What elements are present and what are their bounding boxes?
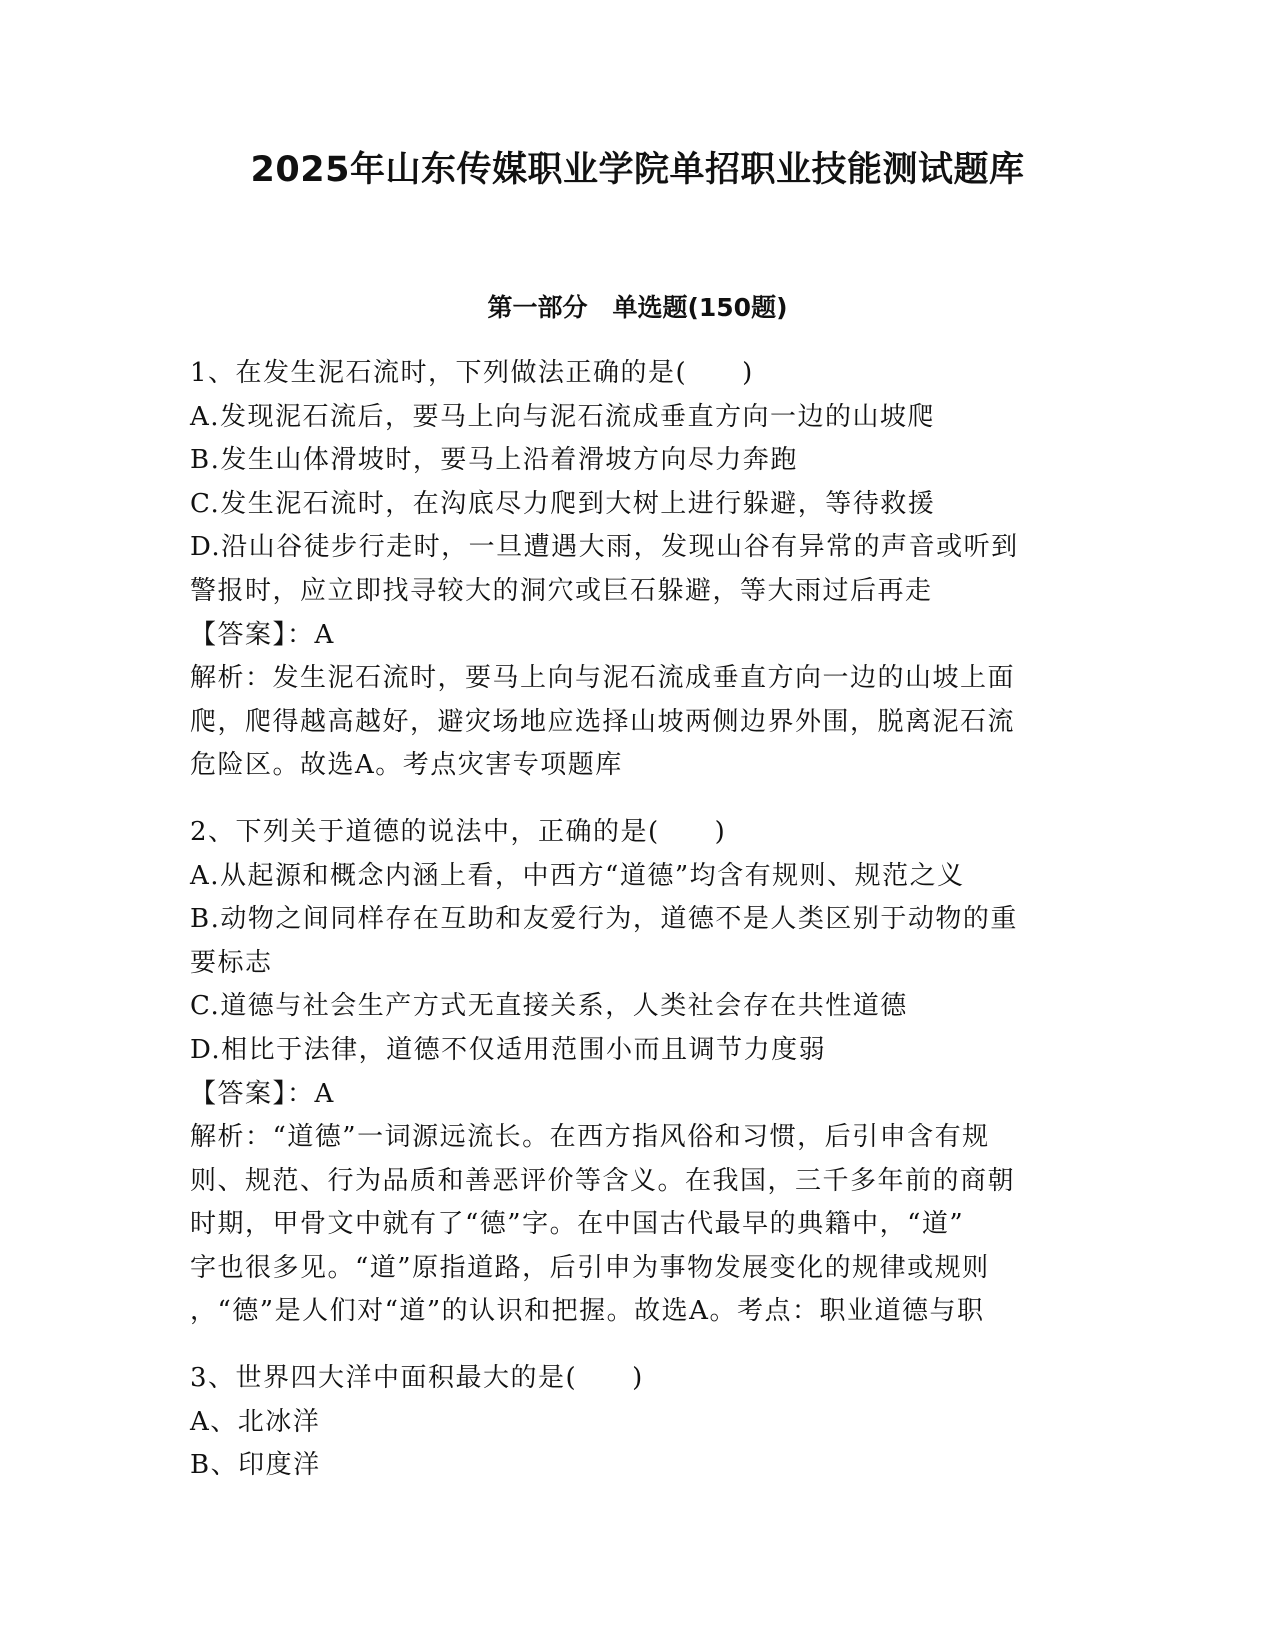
- question-list: [190, 352, 1090, 1488]
- option-a: A.发现泥石流后，要马上向与泥石流成垂直方向一边的山坡爬: [190, 401, 936, 432]
- option-a: A、北冰洋: [190, 1406, 321, 1437]
- option-b-continued: 要标志: [190, 947, 273, 978]
- question-stem: 2、下列关于道德的说法中，正确的是( ): [190, 816, 727, 847]
- analysis-line: 危险区。故选A。考点灾害专项题库: [190, 750, 623, 781]
- analysis-line: 则、规范、行为品质和善恶评价等含义。在我国，三千多年前的商朝: [190, 1165, 1016, 1196]
- option-b: B、印度洋: [190, 1450, 321, 1481]
- option-d: D.相比于法律，道德不仅适用范围小而且调节力度弱: [190, 1034, 827, 1065]
- option-d-continued: 警报时，应立即找寻较大的洞穴或巨石躲避，等大雨过后再走: [190, 575, 933, 606]
- analysis-line: 字也很多见。“道”原指道路，后引申为事物发展变化的规律或规则: [190, 1252, 990, 1283]
- question-block: [190, 352, 1090, 788]
- analysis-line: 爬，爬得越高越好，避灾场地应选择山坡两侧边界外围，脱离泥石流: [190, 706, 1016, 737]
- question-stem: 1、在发生泥石流时，下列做法正确的是( ): [190, 358, 754, 388]
- analysis-line: 解析：“道德”一词源远流长。在西方指风俗和习惯，后引申含有规: [190, 1122, 990, 1153]
- analysis-line: ，“德”是人们对“道”的认识和把握。故选A。考点：职业道德与职: [190, 1296, 985, 1327]
- option-a: A.从起源和概念内涵上看，中西方“道德”均含有规则、规范之义: [190, 860, 965, 891]
- question-block: [190, 811, 1090, 1334]
- option-b: B.发生山体滑坡时，要马上沿着滑坡方向尽力奔跑: [190, 445, 798, 476]
- document-title: 2025年山东传媒职业学院单招职业技能测试题库: [250, 150, 1025, 190]
- question-stem: 3、世界四大洋中面积最大的是( ): [190, 1363, 644, 1394]
- section-title: 第一部分 单选题(150题): [487, 293, 788, 322]
- option-c: C.发生泥石流时，在沟底尽力爬到大树上进行躲避，等待救援: [190, 488, 936, 519]
- option-d: D.沿山谷徒步行走时，一旦遭遇大雨，发现山谷有异常的声音或听到: [190, 532, 1019, 563]
- question-block: [190, 1357, 1090, 1488]
- option-b: B.动物之间同样存在互助和友爱行为，道德不是人类区别于动物的重: [190, 904, 1018, 935]
- question-spacer: [190, 788, 1090, 811]
- analysis-line: 时期，甲骨文中就有了“德”字。在中国古代最早的典籍中，“道”: [190, 1209, 965, 1240]
- answer-line: 【答案】：A: [190, 619, 335, 650]
- answer-line: 【答案】：A: [190, 1078, 335, 1109]
- analysis-line: 解析：发生泥石流时，要马上向与泥石流成垂直方向一边的山坡上面: [190, 663, 1016, 694]
- question-spacer: [190, 1334, 1090, 1357]
- option-c: C.道德与社会生产方式无直接关系，人类社会存在共性道德: [190, 991, 908, 1022]
